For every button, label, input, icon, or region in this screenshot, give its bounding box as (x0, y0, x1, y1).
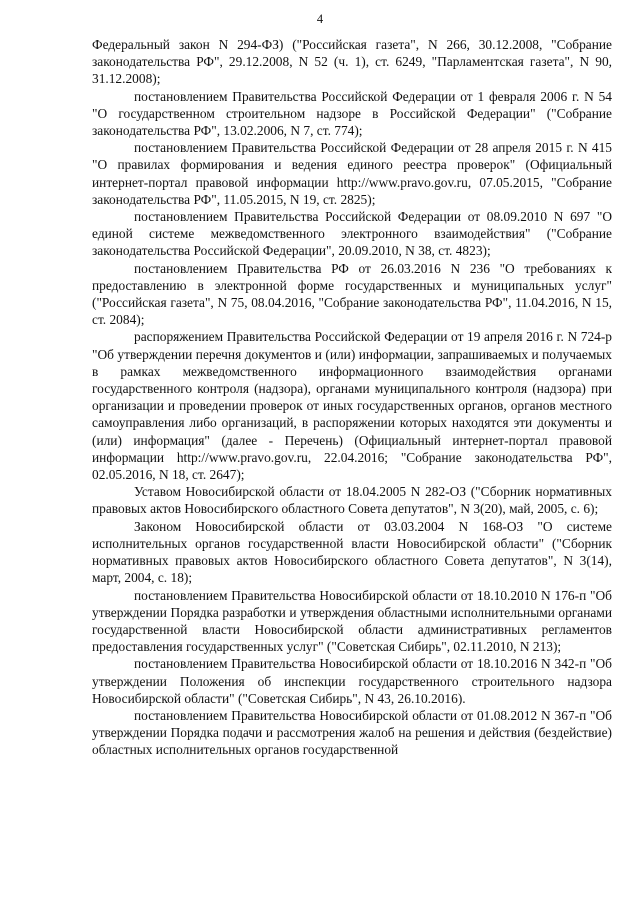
paragraph: постановлением Правительства Российской Федерации от 28 апреля 2015 г. N 415 "О правилах формирования и ведения единого реестра проверок" (Официальный интернет-портал правовой информации http://www.pravo.gov.ru, 07.05.2015, "Собрание законодательства РФ", 11.05.2015, N 19, ст. 2825); (92, 140, 612, 207)
paragraph: Уставом Новосибирской области от 18.04.2005 N 282-ОЗ ("Сборник нормативных правовых актов Новосибирского областного Совета депутатов", N 3(20), май, 2005, с. 6); (92, 484, 612, 517)
paragraph: постановлением Правительства Российской Федерации от 1 февраля 2006 г. N 54 "О государственном строительном надзоре в Российской Федерации" ("Собрание законодательства РФ", 13.02.2006, N 7, ст. 774); (92, 88, 612, 139)
paragraph: постановлением Правительства Новосибирской области от 18.10.2016 N 342-п "Об утверждении Положения об инспекции государственного строительного надзора Новосибирской области" ("Советская Сибирь", N 43, 26.10.2016). (92, 656, 612, 706)
paragraph: постановлением Правительства Российской Федерации от 08.09.2010 N 697 "О единой системе межведомственного электронного взаимодействия" ("Собрание законодательства Российской Федерации", 20.09.2010, N 38, ст. 4823); (92, 209, 612, 259)
paragraph: постановлением Правительства Новосибирской области от 18.10.2010 N 176-п "Об утверждении Порядка разработки и утверждения областными исполнительными органами государственной власти Новосибирской области административных регламентов предоставления государственных услуг" ("Советская Сибирь", 02.11.2010, N 213); (92, 587, 612, 655)
page-number: 4 (316, 12, 324, 26)
paragraph: постановлением Правительства Новосибирской области от 01.08.2012 N 367-п "Об утверждении Порядка подачи и рассмотрения жалоб на решения и действия (бездействие) областных исполнительных органов государственной (92, 707, 612, 758)
document-body (92, 36, 612, 759)
paragraph: Федеральный закон N 294-ФЗ) ("Российская газета", N 266, 30.12.2008, "Собрание законодательства РФ", 29.12.2008, N 52 (ч. 1), ст. 6249, "Парламентская газета", N 90, 31.12.2008); (92, 37, 612, 87)
paragraph: Законом Новосибирской области от 03.03.2004 N 168-ОЗ "О системе исполнительных органов государственной власти Новосибирской области" ("Сборник нормативных правовых актов Новосибирского областного Совета депутатов", N 3(14), март, 2004, с. 18); (92, 518, 612, 586)
paragraph: распоряжением Правительства Российской Федерации от 19 апреля 2016 г. N 724-р "Об утверждении перечня документов и (или) информации, запрашиваемых и получаемых в рамках межведомственного информационного взаимодействия органами государственного контроля (надзора), органами муниципального контроля (надзора) при организации и проведении проверок от иных государственных органов, органов местного самоуправления либо организаций, в распоряжении которых находятся эти документы и (или) информация" (далее - Перечень) (Официальный интернет-портал правовой информации http://www.pravo.gov.ru, 22.04.2016; "Собрание законодательства РФ", 02.05.2016, N 18, ст. 2647); (92, 329, 612, 483)
paragraph: постановлением Правительства РФ от 26.03.2016 N 236 "О требованиях к предоставлению в электронной форме государственных и муниципальных услуг" ("Российская газета", N 75, 08.04.2016, "Собрание законодательства РФ", 11.04.2016, N 15, ст. 2084); (92, 260, 612, 328)
